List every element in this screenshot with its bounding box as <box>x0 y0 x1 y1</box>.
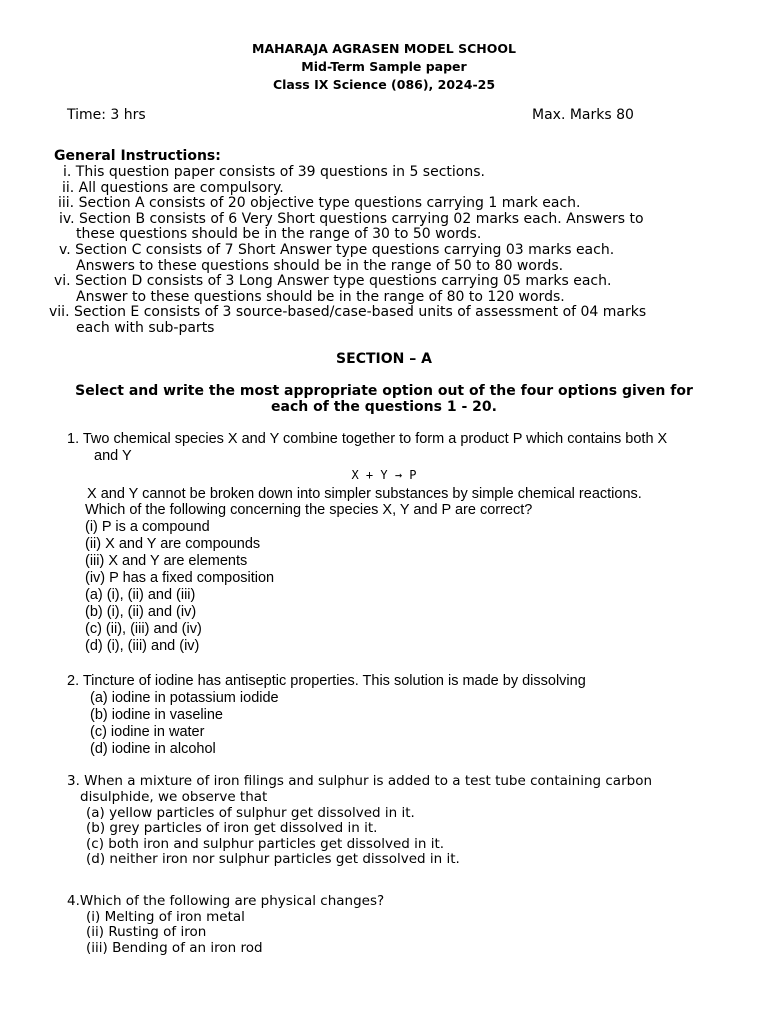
instruction-line: iv. Section B consists of 6 Very Short questions carrying 02 marks each. Answers to <box>59 211 644 227</box>
question-2-option: (c) iodine in water <box>90 724 205 740</box>
question-4-option: (iii) Bending of an iron rod <box>86 940 263 956</box>
question-2-option: (a) iodine in potassium iodide <box>90 690 279 706</box>
question-1-statement: (iv) P has a fixed composition <box>85 570 275 586</box>
question-4-option: (ii) Rusting of iron <box>86 924 207 940</box>
question-1-stem: 1. Two chemical species X and Y combine together to form a product P which contains both X <box>67 431 668 447</box>
instruction-line: Answers to these questions should be in the range of 50 to 80 words. <box>76 258 564 274</box>
instructions-title: General Instructions: <box>54 148 221 164</box>
question-3-option: (d) neither iron nor sulphur particles get dissolved in it. <box>86 851 460 867</box>
question-2-stem: 2. Tincture of iodine has antiseptic properties. This solution is made by dissolving <box>67 673 586 689</box>
question-1-option: (d) (i), (iii) and (iv) <box>85 638 200 654</box>
question-2-option: (b) iodine in vaseline <box>90 707 223 723</box>
instruction-line: these questions should be in the range of 30 to 50 words. <box>76 226 482 242</box>
instruction-line: v. Section C consists of 7 Short Answer type questions carrying 03 marks each. <box>59 242 615 258</box>
instruction-line: Answer to these questions should be in the range of 80 to 120 words. <box>76 289 565 305</box>
question-3-option: (a) yellow particles of sulphur get dissolved in it. <box>86 805 415 821</box>
question-1-statement: (ii) X and Y are compounds <box>85 536 261 552</box>
question-1-text: X and Y cannot be broken down into simpler substances by simple chemical reactions. <box>87 486 642 502</box>
question-3-stem: disulphide, we observe that <box>80 789 268 805</box>
question-1-option: (b) (i), (ii) and (iv) <box>85 604 197 620</box>
section-instruction: Select and write the most appropriate option out of the four options given for <box>75 383 693 399</box>
school-name: MAHARAJA AGRASEN MODEL SCHOOL <box>252 41 516 56</box>
instruction-line: iii. Section A consists of 20 objective type questions carrying 1 mark each. <box>58 195 581 211</box>
instruction-line: each with sub-parts <box>76 320 215 336</box>
instruction-line: i. This question paper consists of 39 questions in 5 sections. <box>63 164 485 180</box>
question-2-option: (d) iodine in alcohol <box>90 741 216 757</box>
question-4-stem: 4.Which of the following are physical changes? <box>67 893 385 909</box>
question-1-option: (c) (ii), (iii) and (iv) <box>85 621 202 637</box>
question-3-option: (b) grey particles of iron get dissolved in it. <box>86 820 378 836</box>
class-line: Class IX Science (086), 2024-25 <box>272 77 496 92</box>
question-1-option: (a) (i), (ii) and (iii) <box>85 587 196 603</box>
max-marks-label: Max. Marks 80 <box>532 107 634 123</box>
time-label: Time: 3 hrs <box>67 107 146 123</box>
section-title: SECTION – A <box>336 351 432 367</box>
question-3-stem: 3. When a mixture of iron filings and sulphur is added to a test tube containing carbon <box>67 773 653 789</box>
question-1-equation: X + Y → P <box>351 468 417 482</box>
instruction-line: ii. All questions are compulsory. <box>62 180 284 196</box>
section-instruction: each of the questions 1 - 20. <box>271 399 497 415</box>
question-1-statement: (i) P is a compound <box>85 519 210 535</box>
question-4-option: (i) Melting of iron metal <box>86 909 245 925</box>
instruction-line: vi. Section D consists of 3 Long Answer type questions carrying 05 marks each. <box>54 273 612 289</box>
question-1-stem: and Y <box>94 448 132 464</box>
instruction-line: vii. Section E consists of 3 source-based/case-based units of assessment of 04 marks <box>49 304 647 320</box>
question-3-option: (c) both iron and sulphur particles get dissolved in it. <box>86 836 445 852</box>
paper-title: Mid-Term Sample paper <box>301 59 467 74</box>
question-1-text: Which of the following concerning the species X, Y and P are correct? <box>85 502 533 518</box>
question-1-statement: (iii) X and Y are elements <box>85 553 248 569</box>
